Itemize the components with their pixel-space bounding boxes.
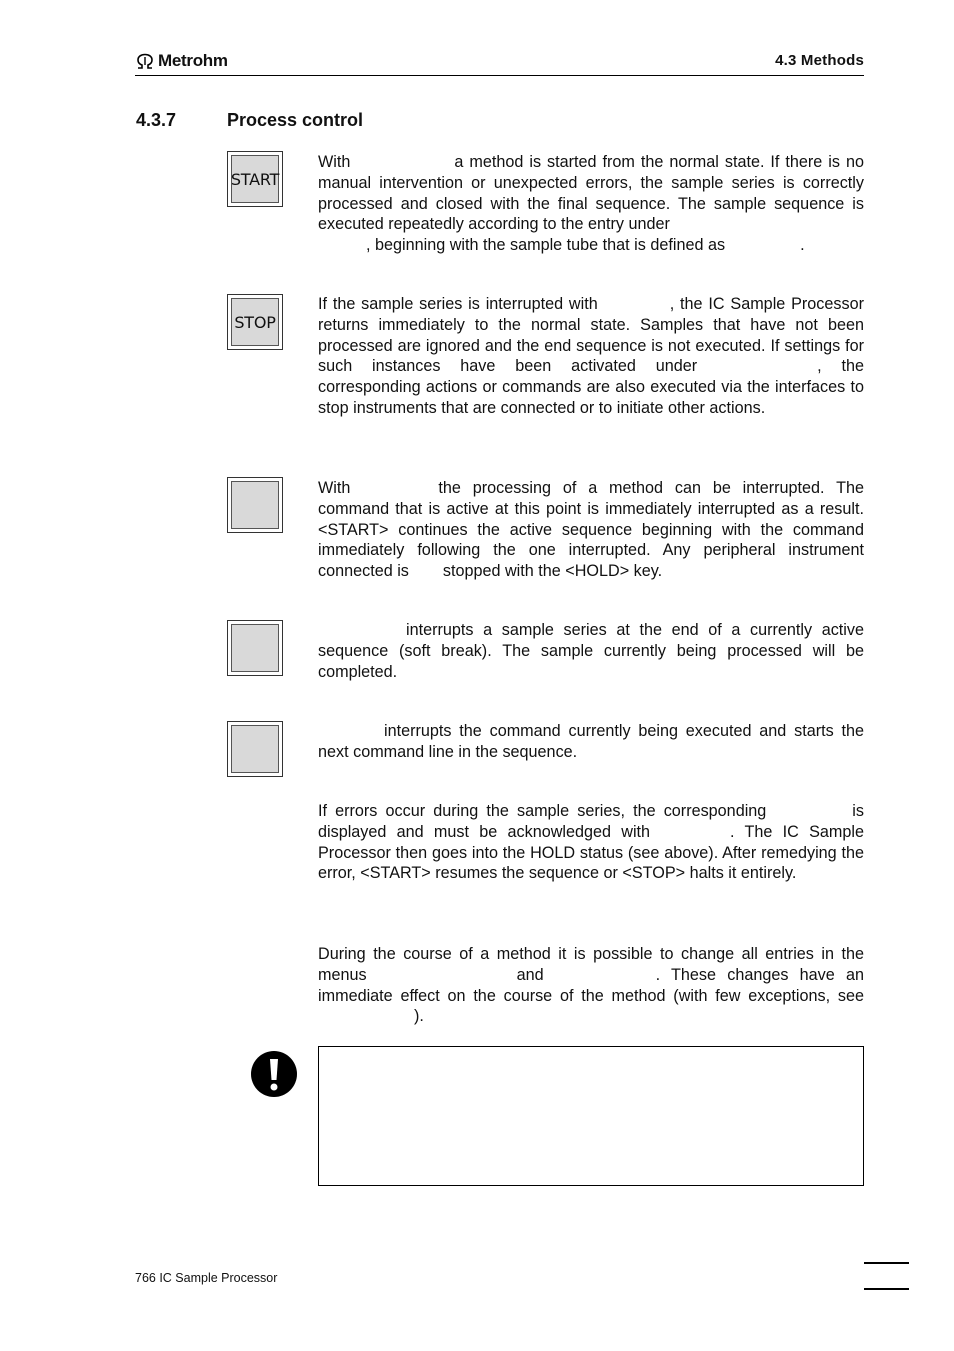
footer-rule-bottom: [864, 1288, 909, 1290]
section-title: Process control: [227, 110, 364, 130]
section-label: 4.3 Methods: [775, 52, 864, 69]
metrohm-logo: [135, 51, 228, 71]
hold-paragraph: [318, 478, 864, 582]
stop-text-b: , the IC Sample Processor returns immediately to the normal state. Samples that have not been processed are ignored and the end sequence is not executed. If settings for such instances have been activated under: [318, 295, 864, 376]
stop-key-icon: [227, 294, 283, 350]
start-key-label: START: [231, 155, 279, 203]
quit-key-label: [231, 624, 279, 672]
start-text-1b: a method is started from the normal state. If there is no manual intervention or unexpected errors, the sample series is correctly processed and closed with the final sequence. The sample sequence is executed repeatedly according to the entry under: [318, 153, 864, 234]
logo-text: Metrohm: [158, 51, 228, 70]
warning-exclamation-icon: [250, 1050, 298, 1103]
stop-paragraph: [318, 294, 864, 419]
changes-text-d: ).: [414, 1007, 424, 1026]
changes-text-b: and: [516, 965, 544, 984]
changes-paragraph: [318, 944, 864, 1027]
start-paragraph: [318, 152, 864, 256]
quit-text-a: interrupts a sample series at the end of a currently active sequence (soft break). The sample currently being processed will be completed.: [318, 621, 864, 681]
metrohm-omega-icon: [135, 53, 155, 69]
start-text-3: .: [800, 236, 805, 255]
stop-key-label: STOP: [231, 298, 279, 346]
stop-text-c: , the corresponding actions or commands are also executed via the interfaces to stop instruments that are connected or to initiate other actions.: [318, 357, 864, 417]
next-key-label: [231, 725, 279, 773]
hold-text-b: the processing of a method can be interrupted. The command that is active at this point is immediately interrupted as a result. <START> continues the active sequence beginning with the command immediately following the one interrupted. Any peripheral instrument connected is: [318, 479, 864, 581]
hold-key-label: [231, 481, 279, 529]
errors-paragraph: [318, 801, 864, 884]
footer-product: 766 IC Sample Processor: [135, 1271, 278, 1285]
next-text-a: interrupts the command currently being executed and starts the next command line in the sequence.: [318, 722, 864, 761]
stop-text-a: If the sample series is interrupted with: [318, 295, 598, 313]
errors-text-c: . The IC Sample Processor then goes into the HOLD status (see above). After remedying the error, <START> resumes the sequence or <STOP> halts it entirely.: [318, 822, 864, 883]
hold-text-c: stopped with the <HOLD> key.: [442, 562, 663, 581]
errors-text-b: is displayed and must be acknowledged with: [318, 802, 864, 841]
hold-text-a: With: [318, 479, 351, 497]
start-text-2: , beginning with the sample tube that is defined as: [366, 236, 726, 255]
next-paragraph: [318, 721, 864, 763]
section-number: 4.3.7: [136, 110, 177, 130]
hold-key-icon: [227, 477, 283, 533]
header-rule: [135, 75, 864, 76]
next-key-icon: [227, 721, 283, 777]
note-box: [318, 1046, 864, 1186]
changes-text-c: . These changes have an immediate effect on the course of the method (with few exceptions, see: [318, 965, 864, 1005]
quit-key-icon: [227, 620, 283, 676]
footer-rule-top: [864, 1262, 909, 1264]
errors-text-a: If errors occur during the sample series, the corresponding: [318, 802, 767, 820]
quit-paragraph: [318, 620, 864, 682]
changes-text-a: During the course of a method it is possible to change all entries in the menus: [318, 945, 864, 984]
start-key-icon: [227, 151, 283, 207]
start-text-1a: With: [318, 153, 351, 171]
